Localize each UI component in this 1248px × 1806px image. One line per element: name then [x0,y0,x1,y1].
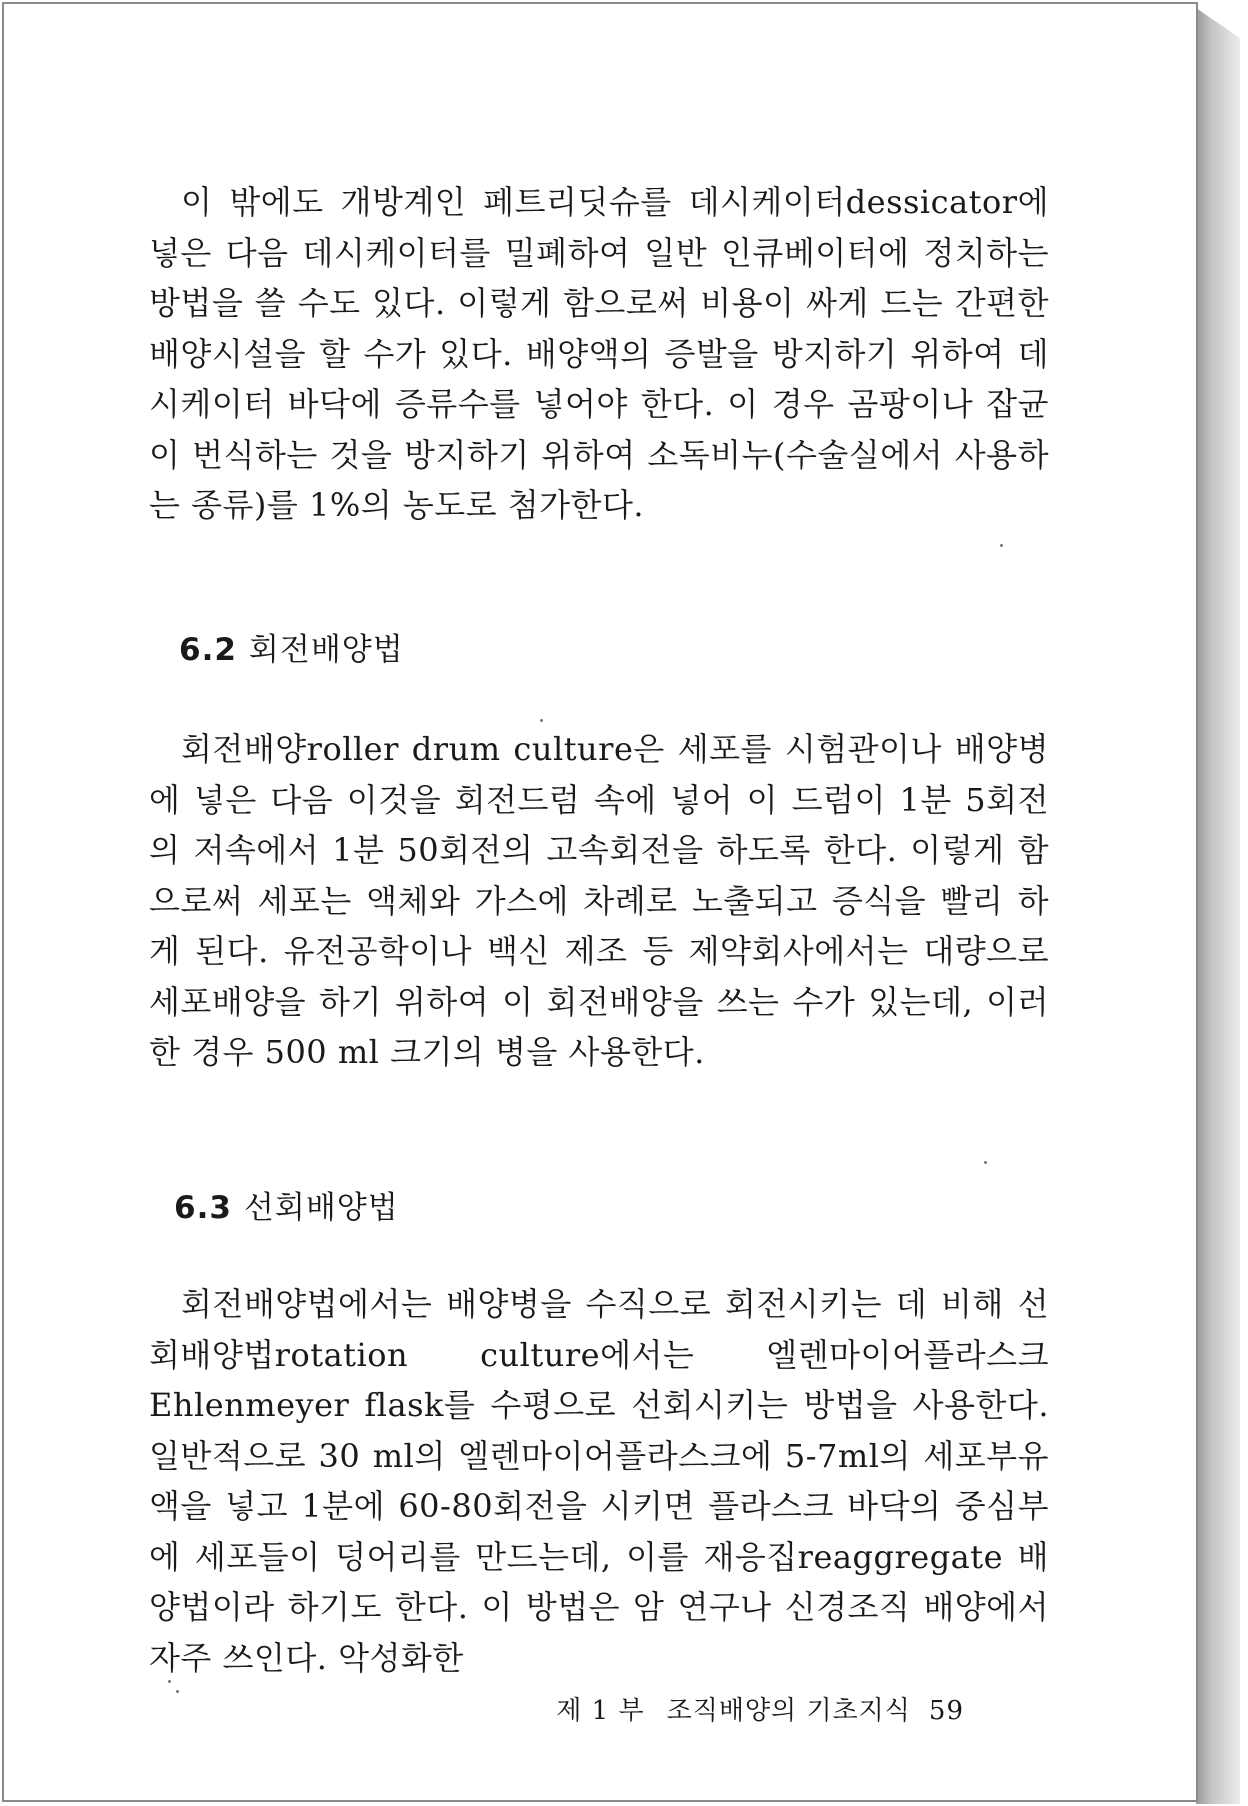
section-number: 6.2 [179,632,237,668]
section-number: 6.3 [174,1190,232,1226]
scan-speck [984,1161,987,1164]
scan-speck [168,1680,171,1683]
footer-chapter-title: 조직배양의 기초지식 [666,1696,911,1726]
page-number: 59 [928,1696,964,1726]
paragraph-1-text: 이 밖에도 개방계인 페트리딧슈를 데시케이터dessicator에 넣은 다음 데시케이터를 밀폐하여 일반 인큐베이터에 정치하는 방법을 쓸 수도 있다. 이렇게 함으로써 비용이 싸게 드는 간편한 배양시설을 할 수가 있다. 배양액의 증발을 방지하기 위하여 데시케이터 바닥에 증류수를 넣어야 한다. 이 경우 곰팡이나 잡균이 번식하는 것을 방지하기 위하여 소독비누(수술실에서 사용하는 종류)를 1%의 농도로 첨가한다. [149,183,1049,524]
page-edge-shadow [1196,8,1240,1804]
section-title: 선회배양법 [243,1190,399,1226]
paragraph-6-3-text: 회전배양법에서는 배양병을 수직으로 회전시키는 데 비해 선회배양법rotation culture에서는 엘렌마이어플라스크Ehlenmeyer flask를 수평으로 선회시키는 방법을 사용한다. 일반적으로 30 ml의 엘렌마이어플라스크에 5-7ml의 세포부유액을 넣고 1분에 60-80회전을 시키면 플라스크 바닥의 중심부에 세포들이 덩어리를 만드는데, 이를 재응집reaggregate 배양법이라 하기도 한다. 이 방법은 암 연구나 신경조직 배양에서 자주 쓰인다. 악성화한 [149,1285,1049,1677]
book-page [2,2,1198,1802]
scan-speck [176,1690,179,1693]
footer-part-label: 제 1 부 [556,1696,645,1726]
section-heading-6-3 [174,1182,399,1227]
section-title: 회전배양법 [248,632,404,668]
scan-speck [1000,544,1003,547]
section-heading-6-2 [179,624,404,669]
running-footer [556,1690,964,1727]
body-paragraph-6-2 [149,724,1049,1078]
body-paragraph-1 [149,177,1049,531]
body-paragraph-6-3 [149,1279,1049,1683]
paragraph-6-2-text: 회전배양roller drum culture은 세포를 시험관이나 배양병에 넣은 다음 이것을 회전드럼 속에 넣어 이 드럼이 1분 5회전의 저속에서 1분 50회전의 고속회전을 하도록 한다. 이렇게 함으로써 세포는 액체와 가스에 차례로 노출되고 증식을 빨리 하게 된다. 유전공학이나 백신 제조 등 제약회사에서는 대량으로 세포배양을 하기 위하여 이 회전배양을 쓰는 수가 있는데, 이러한 경우 500 ml 크기의 병을 사용한다. [149,730,1049,1071]
scan-speck [540,719,543,722]
